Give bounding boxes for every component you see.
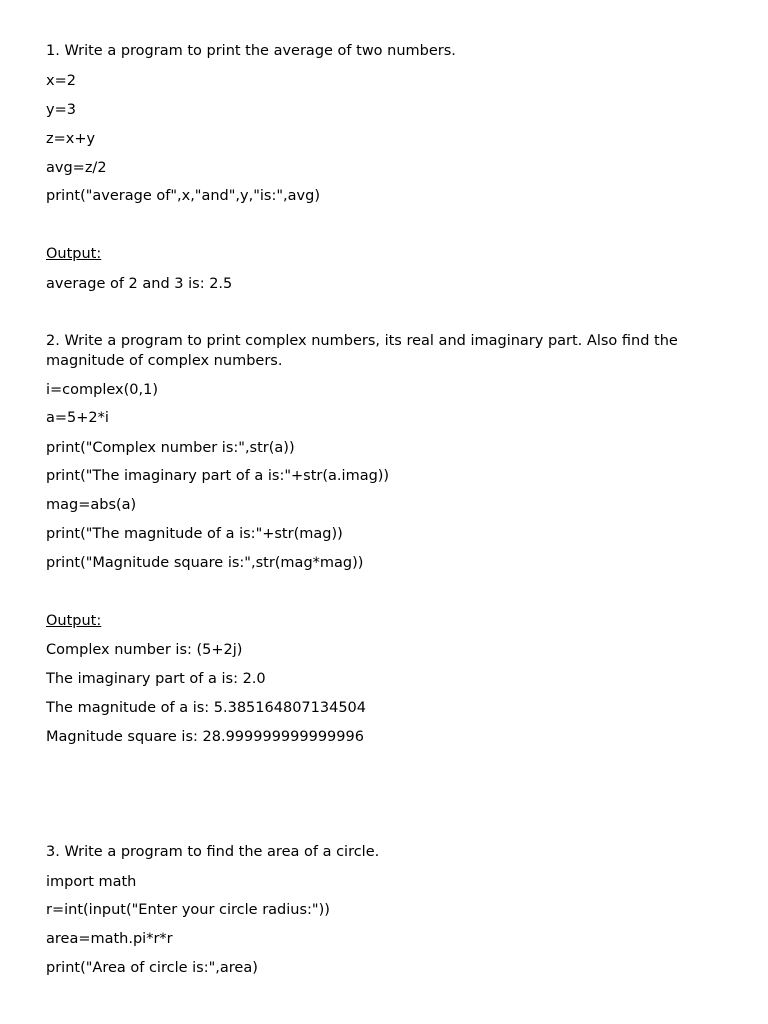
output-line: The magnitude of a is: 5.385164807134504 [46,700,366,716]
output-line: The imaginary part of a is: 2.0 [46,671,266,687]
code-line: z=x+y [46,131,96,147]
code-line: area=math.pi*r*r [46,931,173,947]
code-line: print("The magnitude of a is:"+str(mag)) [46,526,343,542]
code-line: print("Magnitude square is:",str(mag*mag)) [46,555,364,571]
code-line: import math [46,874,137,890]
code-line: r=int(input("Enter your circle radius:")) [46,902,330,918]
code-line: avg=z/2 [46,160,107,176]
code-line: print("Complex number is:",str(a)) [46,440,295,456]
code-line: x=2 [46,73,76,89]
code-line: mag=abs(a) [46,497,137,513]
q2-question: 2. Write a program to print complex numbers, its real and imaginary part. Also find the magnitude of complex numbers. [46,333,678,369]
q3-question: 3. Write a program to find the area of a circle. [46,844,380,860]
q1-output-label: Output: [46,246,102,262]
code-line: y=3 [46,102,76,118]
output-line: average of 2 and 3 is: 2.5 [46,276,233,292]
code-line: print("The imaginary part of a is:"+str(a.imag)) [46,468,390,484]
output-line: Complex number is: (5+2j) [46,642,243,658]
code-line: i=complex(0,1) [46,382,158,398]
q2-output-label: Output: [46,613,102,629]
code-line: a=5+2*i [46,410,109,426]
output-line: Magnitude square is: 28.999999999999996 [46,729,364,745]
code-line: print("Area of circle is:",area) [46,960,258,976]
code-line: print("average of",x,"and",y,"is:",avg) [46,188,320,204]
q1-question: 1. Write a program to print the average of two numbers. [46,43,456,59]
